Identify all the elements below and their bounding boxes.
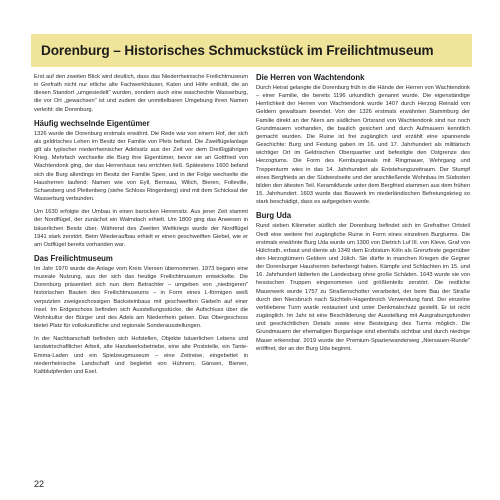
freilichtmuseum-paragraph-1: Im Jahr 1970 wurde die Anlage vom Kreis Viersen übernommen. 1973 begann eine museale Nutzung, aus der sich das heutige Freilichtmuseum entwickelte. Die Dorenburg präsentiert sich nun dem Betrachter – umgeben von „niedrigeren" historischen Bauten des Freilichtmuseums – in Form eines L-förmigen weiß verputzten zweigeschossigen Backsteinbaus mit geschweiften Giebeln auf einer Insel. Im Erdgeschoss befinden sich Ausstellungsstücke, die Aufschluss über die Wohnkultur der Bürger und des Adels am Niederrhein geben. Das Obergeschoss bietet Platz für volkskundliche und regionale Sonderausstellungen. [34, 265, 248, 330]
left-column [34, 73, 248, 381]
section-heading-eigentuemer: Häufig wechselnde Eigentümer [34, 118, 150, 128]
wachtendonk-paragraph: Durch Heirat gelangte die Dorenburg früh in die Hände der Herren von Wachtendonk – einer Familie, die bereits 1196 urkundlich genannt wurde. Die eigenständige Herrlichkeit der Herren von Wachtendonk wurde 1407 durch Herzog Reinald von Geldern gewaltsam beendet. Von der 1326 erstmals erwähnten Stammburg der Familie direkt an der Niers am südlichen Ortsrand von Wachtendonk sind nur noch Grundmauern vorhanden, die baulich gesichert und durch Aufmauern kenntlich gemacht wurden. Die Ruine ist frei zugänglich und erzählt eine spannende Geschichte: Burg und Festung gaben im 16. und 17. Jahrhundert als militärisch wichtiger Ort im Geldrischen Oberquartier und befestigte den Ostgrenze des Herzogtums. Die Form des Kernburgareals mit Ringmauer, Wehrgang und Treppenturm wies in das 14. Jahrhundert als Entstehungszeitraum. Der Stumpf eines Bergfrieds an der Südwestseite und der anschließende Wohnbau im Südosten bilden den ältesten Teil. Keramikfunde unter dem Bergfried stammen aus dem frühen 15. Jahrhundert. 1603 wurde das Bauwerk im niederländischen Befreiungskrieg so stark beschädigt, dass es aufgegeben wurde. [256, 85, 470, 206]
section-heading-wachtendonk: Die Herren von Wachtendonk [256, 73, 365, 82]
right-column [256, 73, 470, 358]
burg-uda-paragraph: Rund sieben Kilometer südlich der Dorenburg befindet sich im Grefrather Ortsteil Oedt eine weitere frei zugängliche Ruine in Form eines einzelnen Burgturms. Die erstmals erwähnte Burg Uda wurde um 1300 von Dietrich Luf III. von Kleve, Graf von Hülchrath, erbaut und diente ab 1349 dem Erzbistum Köln als Grenzfeste gegenüber den Herzogtümern Geldern und Jülich. Sie dürfte in manchen Kriegen die Gegner der Dorenburger Hausherren beherbergt haben. Kämpfe und Schlachten im 15. und 16. Jahrhundert lädierten die Landesburg ohne große Schäden. 1643 wurde sie von hessischen Truppen eingenommen und größtenteils zerstört. Die restliche Mauerwerk wurde 1757 zu Straßenschotter verarbeitet, der beim Bau der Straße durch den Niersbruch nach Süchteln-Hagenbroich Verwendung fand. Der einzelne verbliebene Turm wurde restauriert und unter Denkmalschutz gestellt. Er ist nicht zugänglich. Im Jahr ist eine Beschilderung der Ausstellung mit Ausgrabungsfunden und geschichtlichen Details sowie eine Besteigung des Turms möglich. Die Grundmauern der ehemaligen Burganlage sind ebenfalls sichtbar und durch niedrige Mauer erkennbar. 2019 wurde der Premium-Spazierwanderweg „Niersauen-Runde" eröffnet, der an der Burg Uda beginnt. [256, 223, 470, 352]
page-number: 22 [34, 479, 45, 489]
eigentuemer-paragraph-1: 1326 wurde die Dorenburg erstmals erwähnt. Die Rede war von einem Hof, der sich als geldrisches Lehen im Besitz der Familie von Plets befand. Die Zweiflügelanlage gilt als typischer niederrheinischer Adelssitz aus der Zeit vor dem Dreißigjährigen Krieg. Mehrfach wechselte die Burg ihre Eigentümer, bevor sie an Gottfried von Wachtendonk ging, der das Herrenhaus neu errichten ließ. Spätestens 1600 befand sich die Burg allerdings im Besitz der Familie Spee, und in der Folge wechselte die Hausherren laufend: Namen wie von Eyll, Bernsau, Wilich, Bieren, Folleville, Schaesberg und Plettenberg (siehe Schloss Ringenberg) sind mit dem Schicksal der Wasserburg verbunden. [34, 130, 248, 203]
section-heading-burg-uda: Burg Uda [256, 211, 292, 221]
freilichtmuseum-paragraph-2: In der Nachbarschaft befinden sich Hofstellen, Objekte bäuerlichen Lebens und landwirtschaftlicher Arbeit, alte Handwerksbetriebe, eine alte Poststelle, ein Tante-Emma-Laden und ein Spielzeugmuseum – eine Zeitreise, eingebettet in niederrheinische Landschaft und begleitet von Hühnern, Gänsen, Bienen, Kaltblutpferden und Esel. [34, 336, 248, 375]
title-banner [31, 34, 472, 67]
section-heading-freilichtmuseum: Das Freilichtmuseum [34, 253, 113, 263]
intro-paragraph: Erst auf den zweiten Blick wird deutlich, dass das Niederrheinische Freilichtmuseum in Grefrath nicht nur etliche alte Fachwerkhäuser, Katen und Höfe enthält, die an diesen Standort „umgesiedelt" wurden, sondern auch eine waschechte Wasserburg, die vor Ort „gewachsen" ist und zudem der unmittelbaren Umgebung ihren Namen verleiht: die Dorenburg. [34, 74, 248, 113]
eigentuemer-paragraph-2: Um 1630 erfolgte der Umbau in einen barocken Herrensitz. Aus jener Zeit stammt der Nordflügel, der zunächst ein Walmdach erhielt. Um 1800 ging das Anwesen in bäuerlichen Besitz über. Während des Zweiten Weltkriegs wurde der Nordflügel 1941 stark zerstört. Beim Wiederaufbau erhielt er einen geschweiften Giebel, wie er am Ostflügel bereits vorhanden war. [34, 209, 248, 248]
page-title: Dorenburg – Historisches Schmuckstück im Freilichtmuseum [41, 43, 434, 58]
